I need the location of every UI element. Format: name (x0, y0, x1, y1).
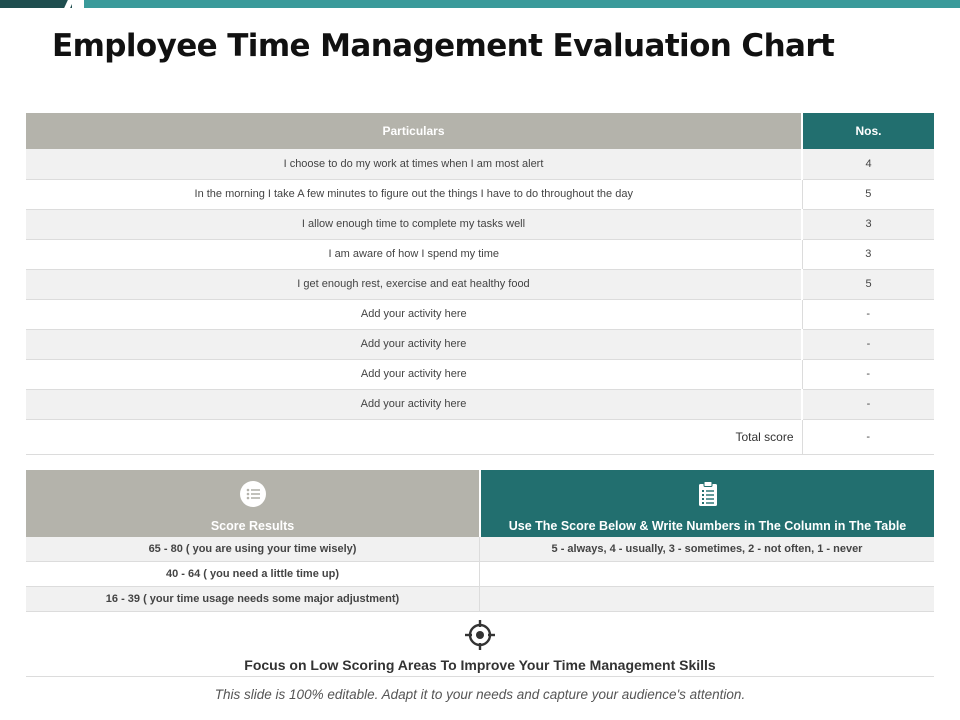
score-results-label: Score Results (210, 519, 295, 533)
row-particular: I choose to do my work at times when I am most alert (26, 149, 802, 179)
row-value: - (802, 389, 934, 419)
score-instructions-label: Use The Score Below & Write Numbers in The Column in The Table (508, 519, 907, 533)
score-legend (479, 587, 934, 611)
row-particular: I am aware of how I spend my time (26, 239, 802, 269)
score-results-table (26, 470, 934, 612)
divider (26, 676, 934, 677)
row-particular: Add your activity here (26, 389, 802, 419)
score-result: 65 - 80 ( you are using your time wisely) (26, 537, 479, 561)
score-header (26, 470, 934, 537)
footer-note: This slide is 100% editable. Adapt it to your needs and capture your audience's attention. (214, 687, 746, 702)
total-row (26, 419, 934, 454)
total-value: - (802, 419, 934, 454)
score-results-header (26, 470, 479, 537)
header-particulars: Particulars (26, 113, 802, 149)
row-value: - (802, 359, 934, 389)
row-value: 5 (802, 269, 934, 299)
table-row (26, 389, 934, 419)
score-result: 16 - 39 ( your time usage needs some major adjustment) (26, 587, 479, 611)
table-row (26, 179, 934, 209)
table-row (26, 239, 934, 269)
row-particular: In the morning I take A few minutes to figure out the things I have to do throughout the day (26, 179, 802, 209)
table-row (26, 269, 934, 299)
row-value: 3 (802, 209, 934, 239)
score-row (26, 587, 934, 612)
table-row (26, 149, 934, 179)
row-particular: Add your activity here (26, 329, 802, 359)
row-value: 5 (802, 179, 934, 209)
top-accent-bar (0, 0, 960, 8)
page-title: Employee Time Management Evaluation Chart (52, 28, 835, 64)
list-icon (240, 481, 266, 512)
row-value: 3 (802, 239, 934, 269)
row-value: - (802, 299, 934, 329)
score-row (26, 537, 934, 562)
table-row (26, 209, 934, 239)
score-row (26, 562, 934, 587)
row-particular: Add your activity here (26, 299, 802, 329)
table-row (26, 359, 934, 389)
score-result: 40 - 64 ( you need a little time up) (26, 562, 479, 586)
table-row (26, 329, 934, 359)
table-row (26, 299, 934, 329)
focus-message: Focus on Low Scoring Areas To Improve Your Time Management Skills (244, 657, 716, 673)
row-particular: Add your activity here (26, 359, 802, 389)
row-particular: I get enough rest, exercise and eat healthy food (26, 269, 802, 299)
total-label: Total score (26, 419, 802, 454)
evaluation-table (26, 113, 934, 455)
score-legend: 5 - always, 4 - usually, 3 - sometimes, 2 - not often, 1 - never (479, 537, 934, 561)
header-nos: Nos. (802, 113, 934, 149)
row-value: 4 (802, 149, 934, 179)
clipboard-icon (698, 481, 718, 512)
target-icon (464, 619, 496, 656)
score-legend (479, 562, 934, 586)
row-particular: I allow enough time to complete my tasks well (26, 209, 802, 239)
score-instructions-header (479, 470, 934, 537)
row-value: - (802, 329, 934, 359)
